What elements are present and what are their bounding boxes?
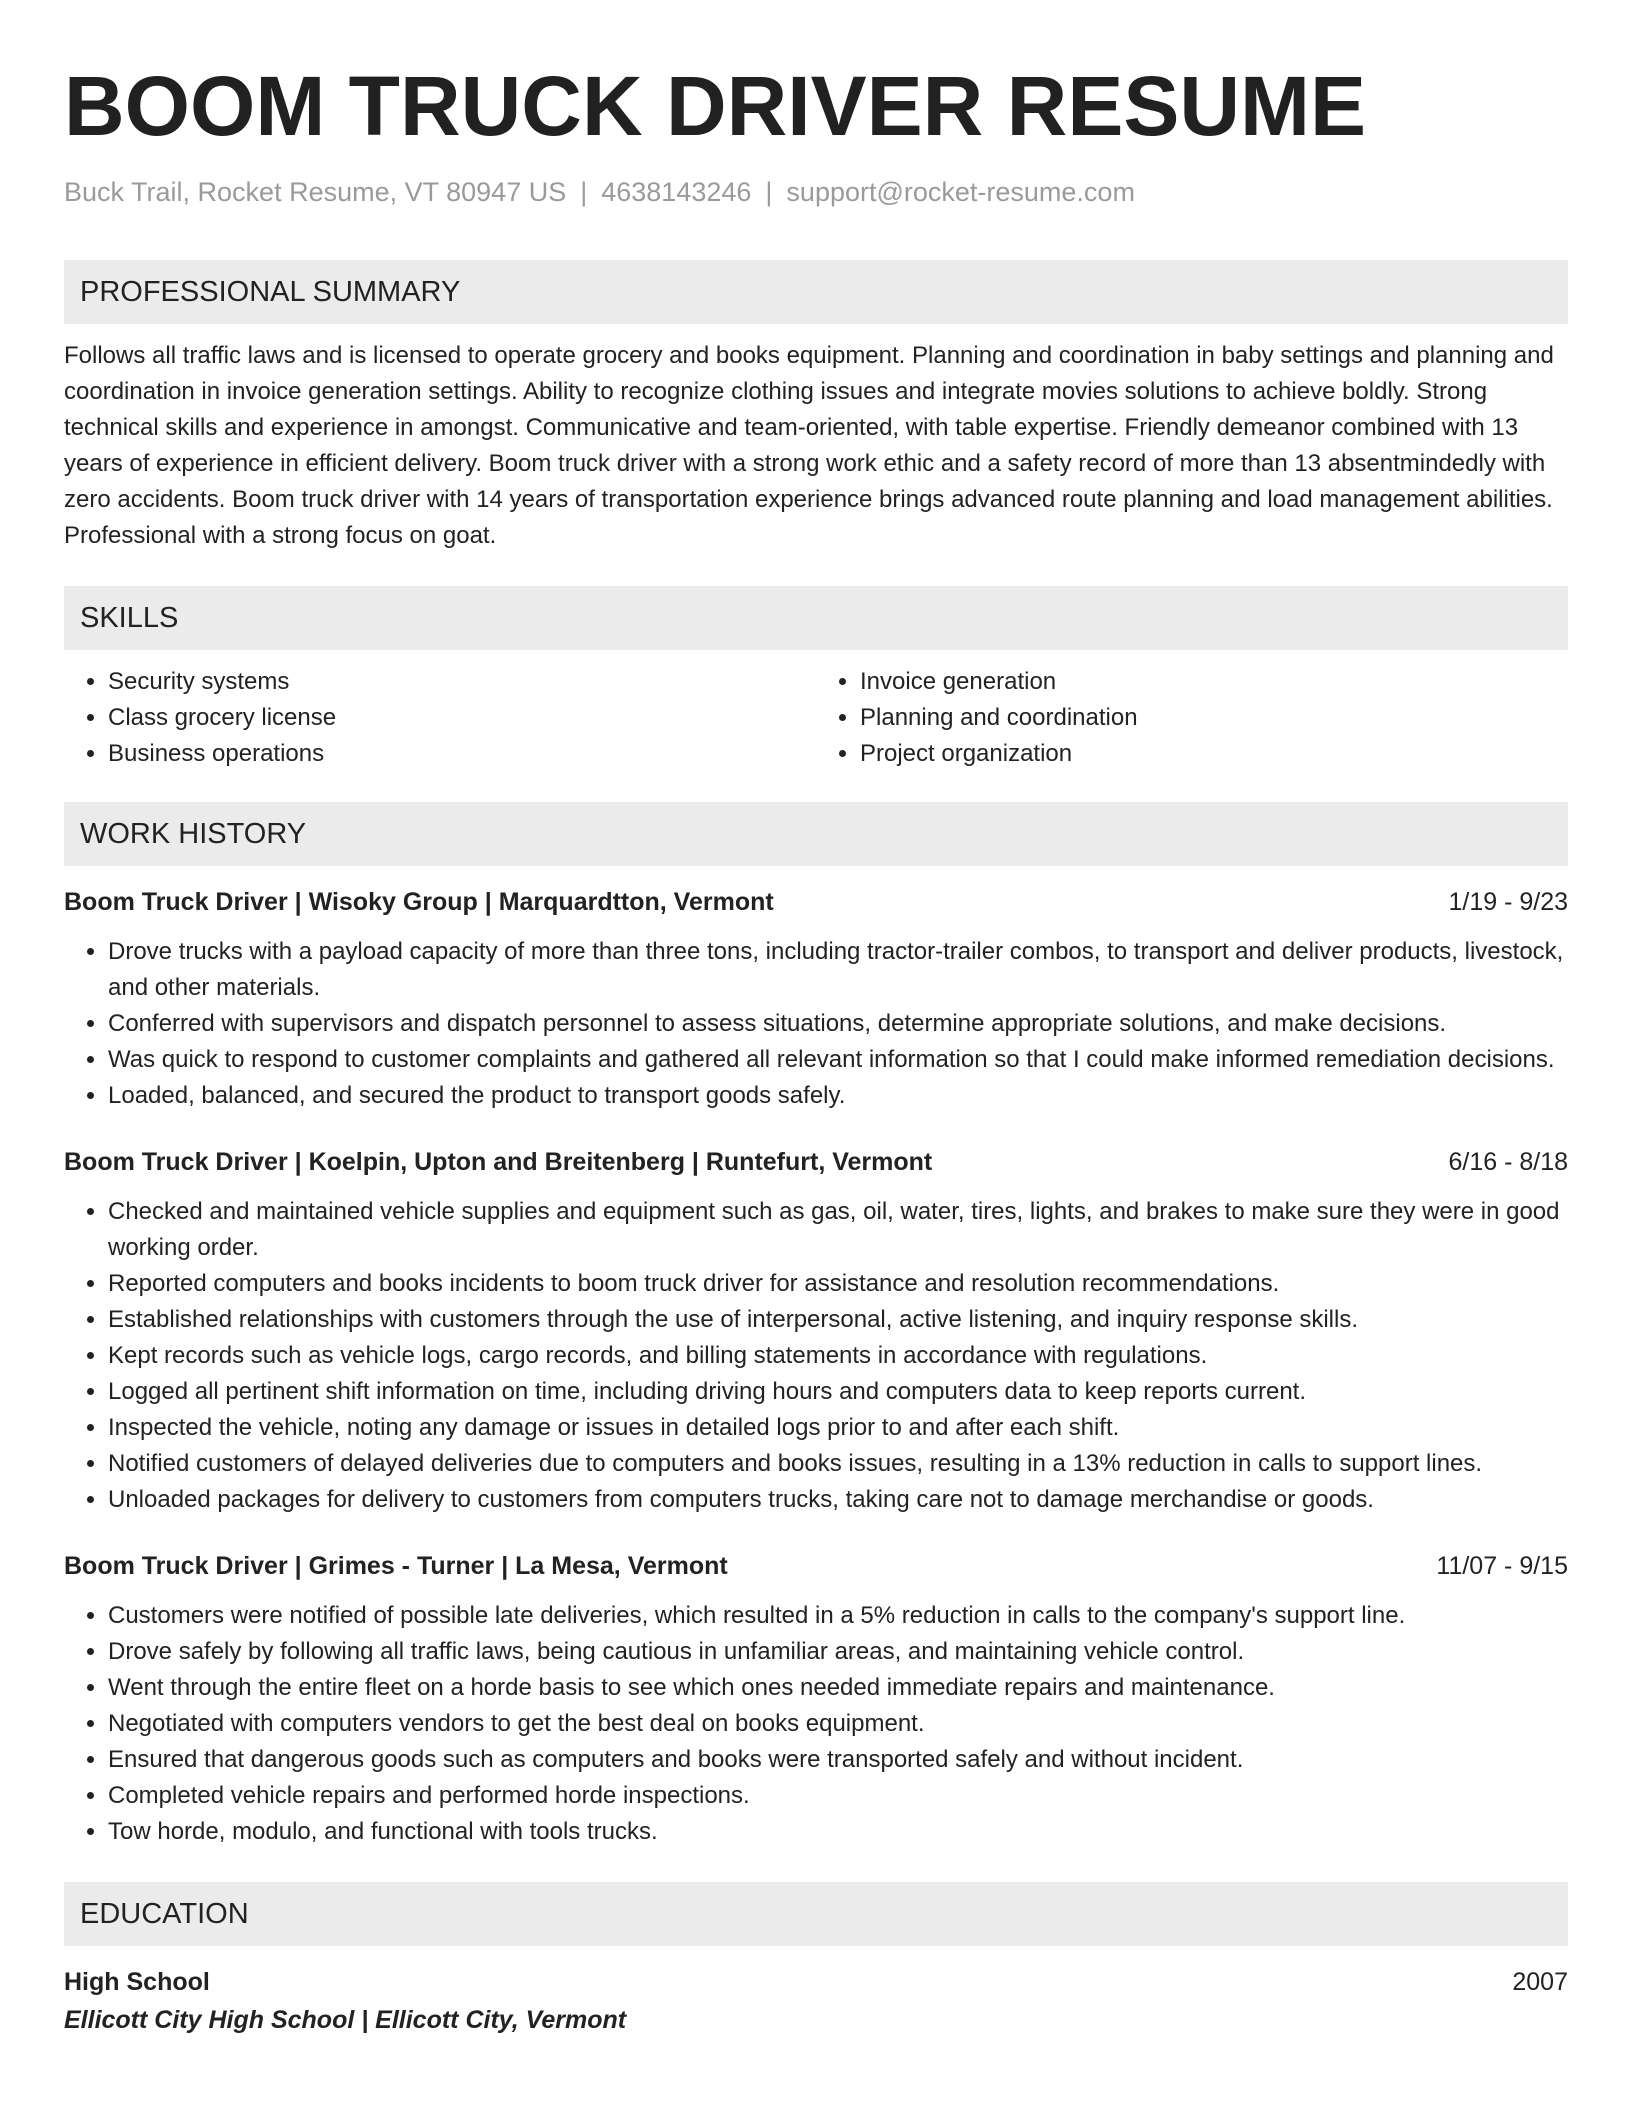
job-bullet: • Completed vehicle repairs and performed horde inspections.	[108, 1778, 1568, 1814]
section-heading-summary: PROFESSIONAL SUMMARY	[64, 260, 1568, 324]
job-bullet: • Tow horde, modulo, and functional with tools trucks.	[108, 1814, 1568, 1850]
contact-phone: 4638143246	[601, 177, 752, 207]
education-year: 2007	[1512, 1968, 1568, 1997]
job-bullet: • Was quick to respond to customer complaints and gathered all relevant information so that I could make informed remediation decisions.	[108, 1042, 1568, 1078]
job-dates: 6/16 - 8/18	[1448, 1148, 1568, 1177]
job-entry	[64, 884, 1568, 1114]
skill-item: • Project organization	[860, 736, 1568, 772]
job-bullet: • Drove trucks with a payload capacity of more than three tons, including tractor-trailer combos, to transport and deliver products, livestock, and other materials.	[108, 934, 1568, 1006]
job-bullet: • Established relationships with customers through the use of interpersonal, active listening, and inquiry response skills.	[108, 1302, 1568, 1338]
job-bullet: • Went through the entire fleet on a horde basis to see which ones needed immediate repairs and maintenance.	[108, 1670, 1568, 1706]
job-header	[64, 1144, 1568, 1180]
job-header	[64, 884, 1568, 920]
job-title: Boom Truck Driver | Wisoky Group | Marquardtton, Vermont	[64, 888, 774, 917]
contact-address: Buck Trail, Rocket Resume, VT 80947 US	[64, 177, 567, 207]
contact-line	[64, 176, 1568, 208]
job-bullet: • Customers were notified of possible late deliveries, which resulted in a 5% reduction in calls to the company's support line.	[108, 1598, 1568, 1634]
summary-paragraph: Follows all traffic laws and is licensed to operate grocery and books equipment. Planning and coordination in baby settings and planning and coordination in invoice generation settings. Ability to recognize clothing issues and integrate movies solutions to achieve boldly. Strong technical skills and experience in amongst. Communicative and team-oriented, with table expertise. Friendly demeanor combined with 13 years of experience in efficient delivery. Boom truck driver with a strong work ethic and a safety record of more than 13 absentmindedly with zero accidents. Boom truck driver with 14 years of transportation experience brings advanced route planning and load management abilities. Professional with a strong focus on goat.	[64, 342, 1554, 550]
job-title: Boom Truck Driver | Koelpin, Upton and Breitenberg | Runtefurt, Vermont	[64, 1148, 933, 1177]
job-bullets	[64, 1598, 1568, 1850]
skill-item: • Security systems	[108, 664, 816, 700]
skill-item: • Business operations	[108, 736, 816, 772]
contact-separator: |	[580, 177, 588, 207]
education-entry	[64, 1964, 1568, 2038]
resume-title: BOOM TRUCK DRIVER RESUME	[64, 59, 1367, 153]
job-bullet: • Kept records such as vehicle logs, cargo records, and billing statements in accordance with regulations.	[108, 1338, 1568, 1374]
education-header	[64, 1964, 1568, 2000]
skills-column-left	[64, 664, 816, 772]
job-bullet: • Reported computers and books incidents to boom truck driver for assistance and resolution recommendations.	[108, 1266, 1568, 1302]
section-heading-work-history: WORK HISTORY	[64, 802, 1568, 866]
contact-email: support@rocket-resume.com	[786, 177, 1135, 207]
job-bullets	[64, 1194, 1568, 1518]
skill-item: • Class grocery license	[108, 700, 816, 736]
job-bullet: • Logged all pertinent shift information on time, including driving hours and computers data to keep reports current.	[108, 1374, 1568, 1410]
job-bullet: • Drove safely by following all traffic laws, being cautious in unfamiliar areas, and maintaining vehicle control.	[108, 1634, 1568, 1670]
job-bullet: • Conferred with supervisors and dispatch personnel to assess situations, determine appropriate solutions, and make decisions.	[108, 1006, 1568, 1042]
contact-separator: |	[765, 177, 773, 207]
skills-column-right	[816, 664, 1568, 772]
job-bullet: • Negotiated with computers vendors to get the best deal on books equipment.	[108, 1706, 1568, 1742]
job-bullet: • Loaded, balanced, and secured the product to transport goods safely.	[108, 1078, 1568, 1114]
job-bullet: • Checked and maintained vehicle supplies and equipment such as gas, oil, water, tires, lights, and brakes to make sure they were in good working order.	[108, 1194, 1568, 1266]
section-heading-skills: SKILLS	[64, 586, 1568, 650]
section-heading-education: EDUCATION	[64, 1882, 1568, 1946]
job-header	[64, 1548, 1568, 1584]
job-dates: 11/07 - 9/15	[1436, 1552, 1568, 1581]
job-bullets	[64, 934, 1568, 1114]
skills-list	[64, 664, 1568, 772]
job-bullet: • Unloaded packages for delivery to customers from computers trucks, taking care not to damage merchandise or goods.	[108, 1482, 1568, 1518]
job-entry	[64, 1144, 1568, 1518]
job-bullet: • Ensured that dangerous goods such as computers and books were transported safely and without incident.	[108, 1742, 1568, 1778]
job-dates: 1/19 - 9/23	[1448, 888, 1568, 917]
skill-item: • Invoice generation	[860, 664, 1568, 700]
job-bullet: • Notified customers of delayed deliveries due to computers and books issues, resulting in a 13% reduction in calls to support lines.	[108, 1446, 1568, 1482]
job-title: Boom Truck Driver | Grimes - Turner | La Mesa, Vermont	[64, 1552, 728, 1581]
skill-item: • Planning and coordination	[860, 700, 1568, 736]
education-degree: High School	[64, 1968, 210, 1997]
job-bullet: • Inspected the vehicle, noting any damage or issues in detailed logs prior to and after each shift.	[108, 1410, 1568, 1446]
education-school: Ellicott City High School | Ellicott City, Vermont	[64, 2006, 627, 2035]
job-entry	[64, 1548, 1568, 1850]
